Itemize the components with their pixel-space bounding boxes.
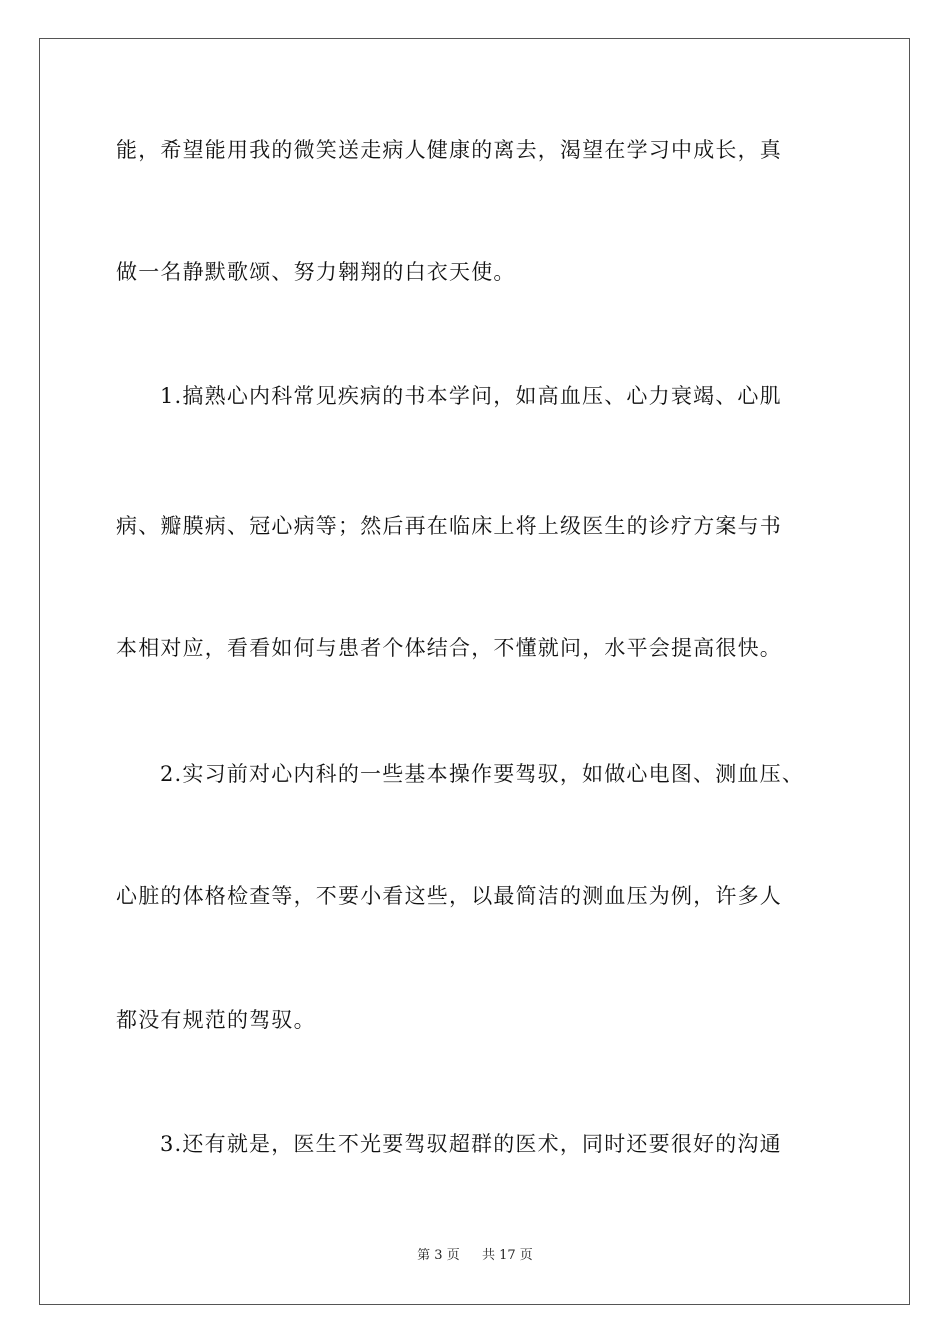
body-text-line: 病、瓣膜病、冠心病等；然后再在临床上将上级医生的诊疗方案与书: [116, 514, 782, 538]
body-text-line: 3.还有就是，医生不光要驾驭超群的医术，同时还要很好的沟通: [160, 1132, 782, 1156]
page-number: 第 3 页: [417, 1248, 460, 1263]
body-text-line: 能，希望能用我的微笑送走病人健康的离去，渴望在学习中成长，真: [116, 138, 782, 162]
body-text-line: 做一名静默歌颂、努力翱翔的白衣天使。: [116, 260, 516, 284]
body-text-line: 1.搞熟心内科常见疾病的书本学问，如高血压、心力衰竭、心肌: [160, 384, 782, 408]
page-border: [39, 38, 910, 1305]
page-footer: [0, 1248, 950, 1264]
page-total: 共 17 页: [482, 1248, 533, 1263]
body-text-line: 心脏的体格检查等，不要小看这些，以最简洁的测血压为例，许多人: [116, 884, 782, 908]
body-text-line: 本相对应，看看如何与患者个体结合，不懂就问，水平会提高很快。: [116, 636, 782, 660]
body-text-line: 都没有规范的驾驭。: [116, 1008, 316, 1032]
body-text-line: 2.实习前对心内科的一些基本操作要驾驭，如做心电图、测血压、: [160, 762, 805, 786]
